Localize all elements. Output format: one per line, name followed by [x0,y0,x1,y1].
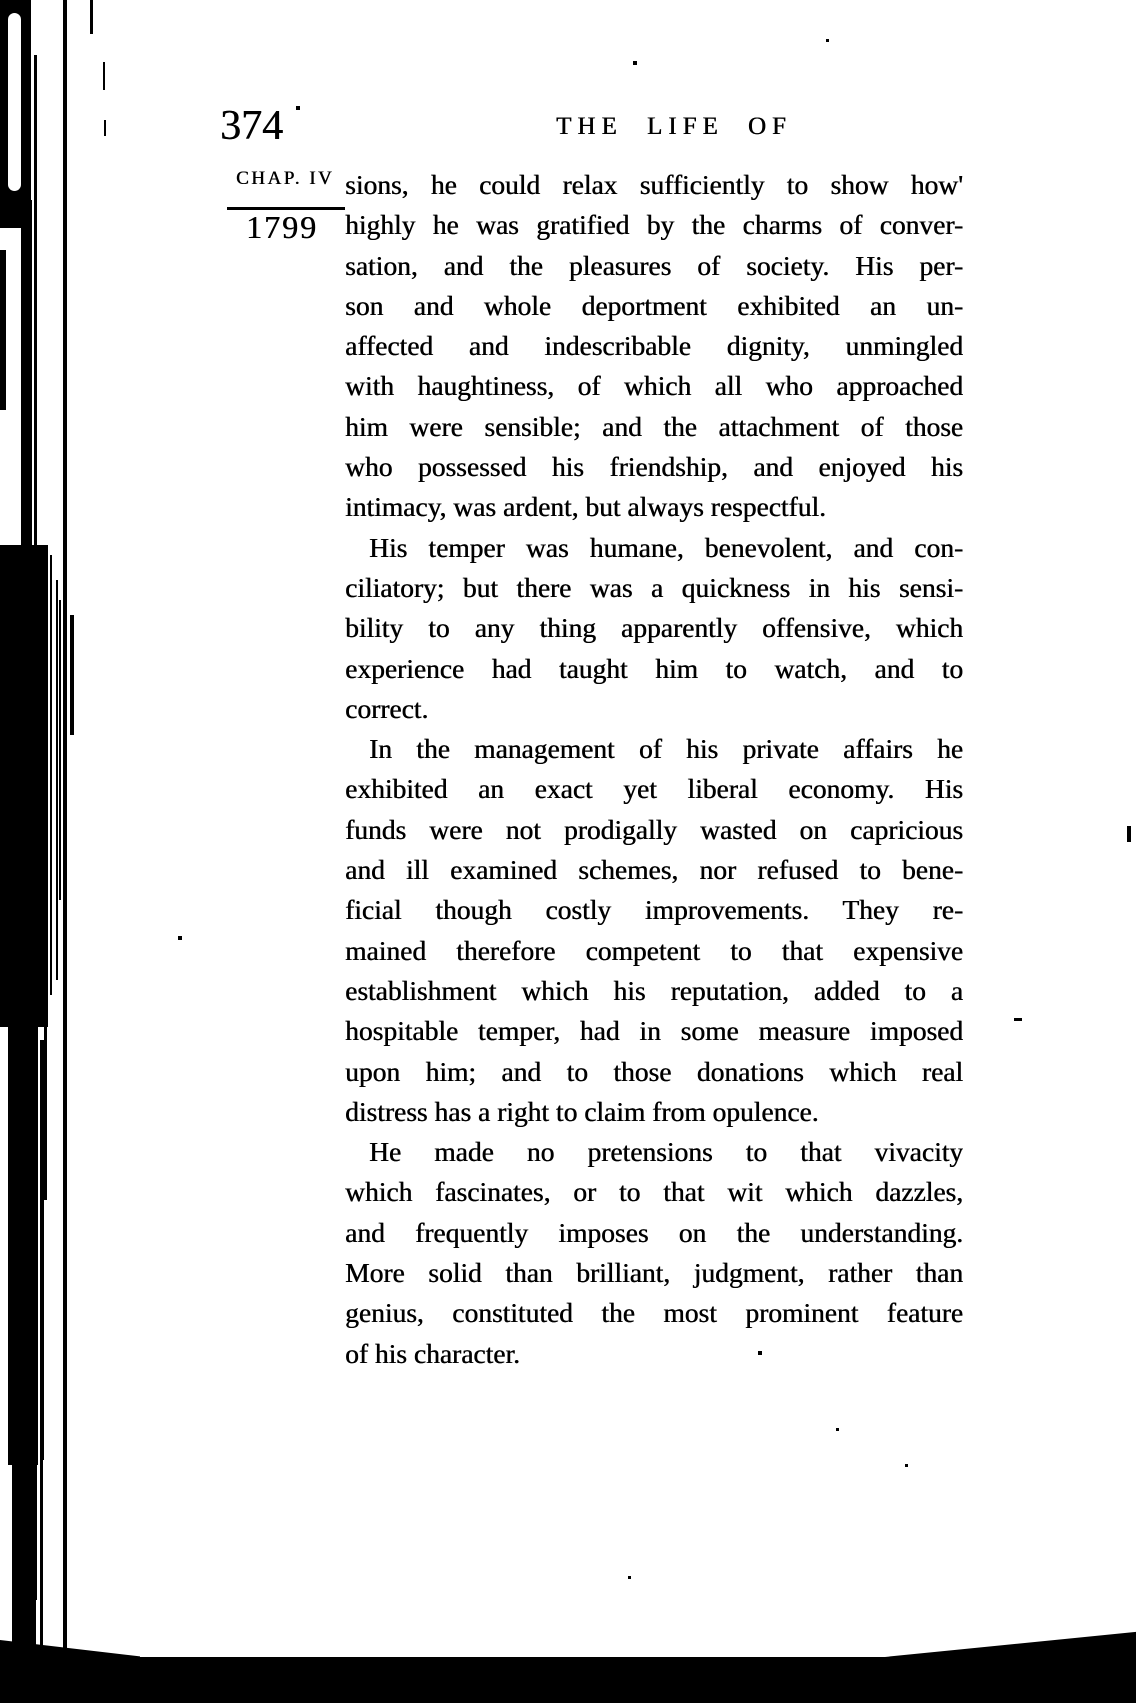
text-line: In the management of his private affairs he [369,733,963,765]
text-line: genius, constituted the most prominent feature [345,1297,963,1329]
text-line: distress has a right to claim from opulence. [345,1095,819,1127]
text-line: highly he was gratified by the charms of conver- [345,209,963,241]
gutter-shadow-artifact [8,1025,38,1465]
page-number: 374 [220,103,283,149]
margin-year-label: 1799 [246,209,318,245]
gutter-line-artifact [50,555,52,995]
gutter-blot-artifact [0,545,48,1027]
ink-speck [905,1464,908,1467]
margin-chapter-label: CHAP. IV [236,168,335,189]
text-line: intimacy, was ardent, but always respectful. [345,491,826,523]
text-line: experience had taught him to watch, and to [345,652,963,684]
gutter-line-artifact [63,0,67,1665]
text-line: son and whole deportment exhibited an un- [345,289,963,321]
gutter-line-artifact [56,580,58,980]
gutter-shadow-artifact [12,1465,36,1665]
text-line: bility to any thing apparently offensive, which [345,612,963,644]
bottom-scan-band-corner [880,1628,1136,1660]
text-line: sions, he could relax sufficiently to show how' [345,169,963,200]
gutter-line-artifact [104,120,106,136]
text-line: He made no pretensions to that vivacity [369,1136,963,1168]
ink-speck [296,106,300,110]
text-line: with haughtiness, of which all who approached [345,370,963,402]
ink-speck [178,936,182,940]
ink-speck [758,1351,762,1355]
text-line: of his character. [345,1337,520,1369]
text-line: affected and indescribable dignity, unmingled [345,330,963,362]
gutter-shadow-artifact [21,200,32,560]
text-line: and frequently imposes on the understanding. [345,1216,963,1248]
text-line: him were sensible; and the attachment of those [345,410,963,442]
text-line: ficial though costly improvements. They re- [345,894,963,926]
gutter-shadow-artifact [0,250,6,410]
ink-speck [1127,826,1131,842]
ink-speck [628,1576,631,1579]
gutter-line-artifact [40,1460,43,1660]
ink-speck [826,39,829,42]
ink-speck [836,1428,839,1431]
paragraph [345,729,963,1132]
text-line: sation, and the pleasures of society. His per- [345,249,963,281]
text-line: correct. [345,692,429,724]
gutter-line-artifact [59,600,61,900]
text-line: establishment which his reputation, added to a [345,974,963,1006]
gutter-line-artifact [44,1000,47,1200]
text-line: and ill examined schemes, nor refused to bene- [345,854,963,886]
bottom-scan-band-merge [0,1640,140,1660]
gutter-line-artifact [90,0,93,34]
gutter-highlight-artifact [8,13,21,191]
text-line: upon him; and to those donations which real [345,1055,963,1087]
gutter-line-artifact [70,615,74,735]
text-line: who possessed his friendship, and enjoyed his [345,451,963,483]
body-text-column [345,165,963,1374]
paragraph [345,528,963,729]
text-line: More solid than brilliant, judgment, rather than [345,1257,963,1289]
running-header: THE LIFE OF [556,113,792,140]
text-line: ciliatory; but there was a quickness in his sensi- [345,571,963,603]
ink-speck [633,61,637,65]
text-line: funds were not prodigally wasted on capricious [345,813,963,845]
paragraph [345,1132,963,1374]
text-line: mained therefore competent to that expensive [345,934,963,966]
gutter-line-artifact [103,62,105,90]
text-line: exhibited an exact yet liberal economy. His [345,773,963,805]
text-line: His temper was humane, benevolent, and con- [369,531,963,563]
text-line: which fascinates, or to that wit which dazzles, [345,1176,963,1208]
bottom-scan-band [0,1657,1136,1703]
paragraph [345,165,963,528]
ink-speck [1014,1018,1022,1021]
text-line: hospitable temper, had in some measure imposed [345,1015,963,1047]
